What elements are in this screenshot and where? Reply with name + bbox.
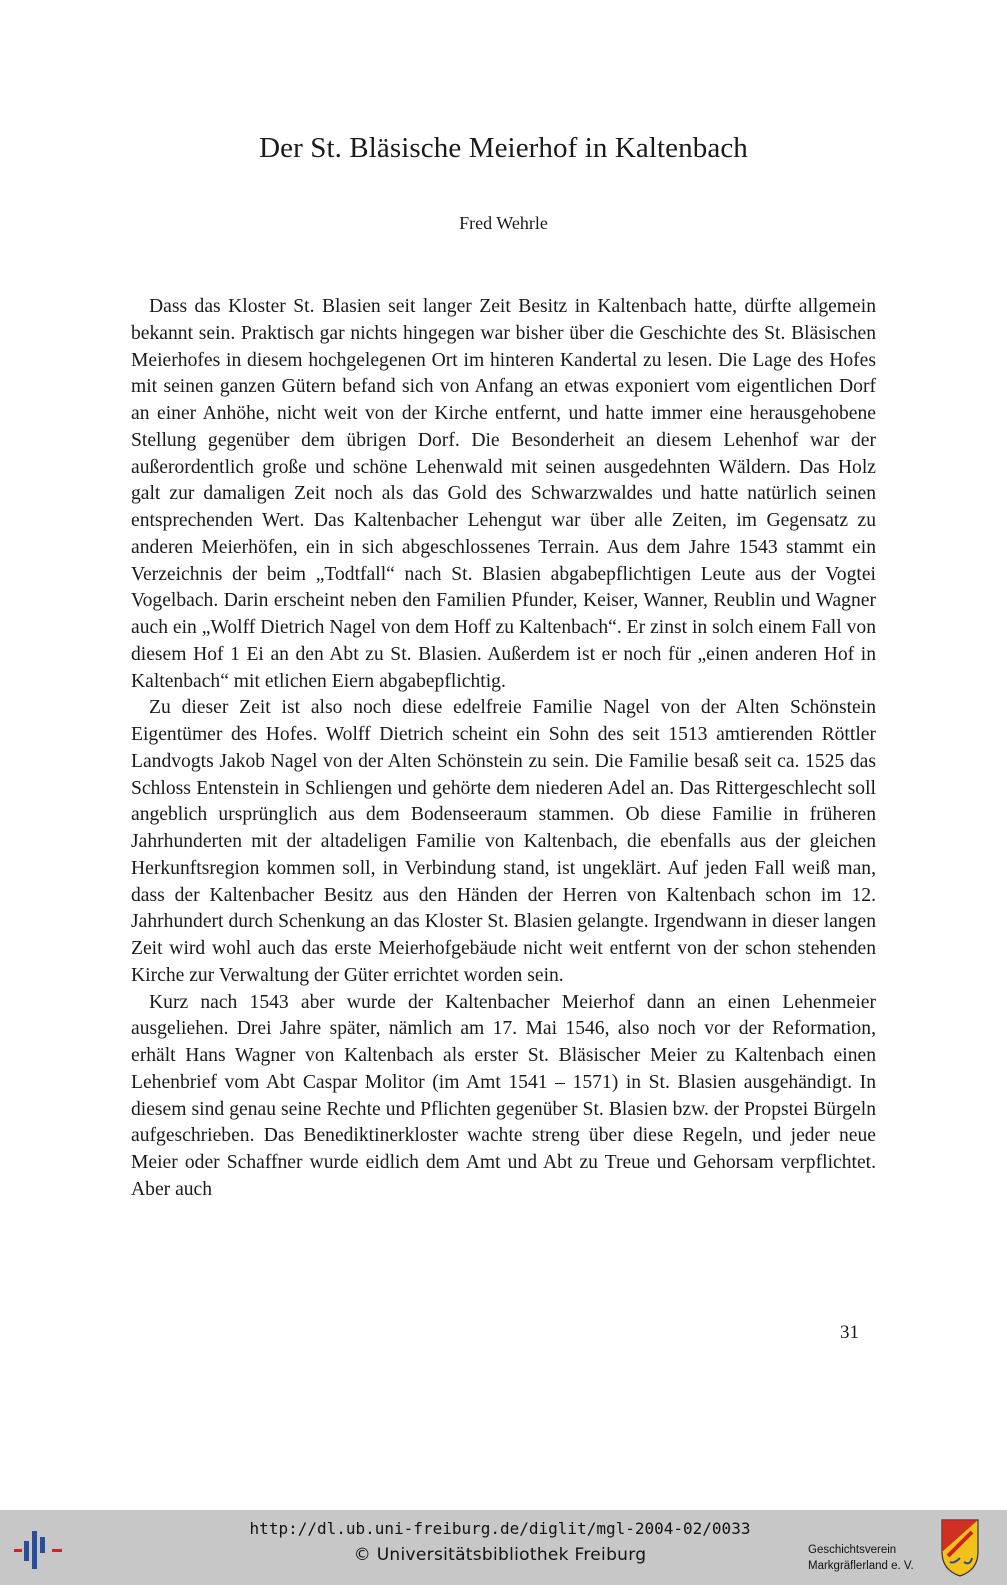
footer-citation (200, 1516, 800, 1568)
society-line-1: Geschichtsverein (808, 1544, 897, 1556)
society-line-2: Markgräflerland e. V. (808, 1560, 914, 1572)
society-crest-icon (940, 1518, 980, 1578)
footer-url[interactable]: http://dl.ub.uni-freiburg.de/diglit/mgl-2004-02/0033 (249, 1519, 751, 1538)
article-title: Der St. Bläsische Meierhof in Kaltenbach (259, 132, 748, 164)
paragraph-3: Kurz nach 1543 aber wurde der Kaltenbacher Meierhof dann an einen Lehenmeier ausgeliehen. Drei Jahre später, nämlich am 17. Mai 1546, also noch vor der Reformation, erhält Hans Wagner von Kaltenbach als erster St. Bläsischer Meier zu Kaltenbach einen Lehenbrief vom Abt Caspar Molitor (im Amt 1541 – 1571) in St. Blasien ausgehändigt. In diesem sind genau seine Rechte und Pflichten gegenüber St. Blasien bzw. der Propstei Bürgeln aufgeschrieben. Das Benediktinerkloster wachte streng über diese Regeln, und jeder neue Meier oder Schaffner wurde eidlich dem Amt und Abt zu Treue und Gehorsam verpflichtet. Aber auch (131, 991, 876, 1200)
footer-copyright: © Universitätsbibliothek Freiburg (353, 1545, 647, 1565)
paragraph-2: Zu dieser Zeit ist also noch diese edelfreie Familie Nagel von der Alten Schönstein Eigentümer des Hofes. Wolff Dietrich scheint ein Sohn des seit 1513 amtierenden Röttler Landvogts Jakob Nagel von der Alten Schönstein zu sein. Die Familie besaß seit ca. 1525 das Schloss Entenstein in Schliengen und gehörte dem niederen Adel an. Das Rittergeschlecht soll angeblich ursprünglich aus dem Bodenseeraum stammen. Ob diese Familie in früheren Jahrhunderten mit der altadeligen Familie von Kaltenbach, die ebenfalls aus der gleichen Herkunftsregion kommen soll, in Verbindung stand, ist ungeklärt. Auf jeden Fall weiß man, dass der Kaltenbacher Besitz aus den Händen der Herren von Kaltenbach schon im 12. Jahrhundert durch Schenkung an das Kloster St. Blasien gelangte. Irgendwann in dieser langen Zeit wird wohl auch das erste Meierhofgebäude nicht weit entfernt von der schon stehenden Kirche zur Verwaltung der Güter errichtet worden sein. (131, 697, 876, 986)
society-name (808, 1542, 914, 1574)
article-author: Fred Wehrle (459, 213, 548, 233)
page-number: 31 (840, 1322, 859, 1343)
paragraph-1: Dass das Kloster St. Blasien seit langer Zeit Besitz in Kaltenbach hatte, dürfte allgemein bekannt sein. Praktisch gar nichts hingegen war bisher über die Geschichte des St. Bläsischen Meierhofes in diesem hochgelegenen Ort im hinteren Kandertal zu lesen. Die Lage des Hofes mit seinen ganzen Gütern befand sich von Anfang an etwas exponiert vom eigentlichen Dorf an einer Anhöhe, nicht weit von der Kirche entfernt, und hatte immer eine herausgehobene Stellung gegenüber dem übrigen Dorf. Die Besonderheit an diesem Lehenhof war der außerordentlich große und schöne Lehenwald mit seinen ausgedehnten Wäldern. Das Holz galt zur damaligen Zeit noch als das Gold des Schwarzwaldes und hatte natürlich seinen entsprechenden Wert. Das Kaltenbacher Lehengut war über alle Zeiten, im Gegensatz zu anderen Meierhöfen, ein in sich abgeschlossenes Terrain. Aus dem Jahre 1543 stammt ein Verzeichnis der beim „Todtfall“ nach St. Blasien abgabepflichtigen Leute aus der Vogtei Vogelbach. Darin erscheint neben den Familien Pfunder, Keiser, Wanner, Reublin und Wagner auch ein „Wolff Dietrich Nagel von dem Hoff zu Kaltenbach“. Er zinst in solch einem Fall von diesem Hof 1 Ei an den Abt zu St. Blasien. Außerdem ist er noch für „einen anderen Hof in Kaltenbach“ mit etlichen Eiern abgabepflichtig. (131, 296, 876, 692)
footer-bar (0, 1510, 1007, 1585)
library-logo-icon (14, 1527, 64, 1571)
article-body (131, 294, 876, 1204)
